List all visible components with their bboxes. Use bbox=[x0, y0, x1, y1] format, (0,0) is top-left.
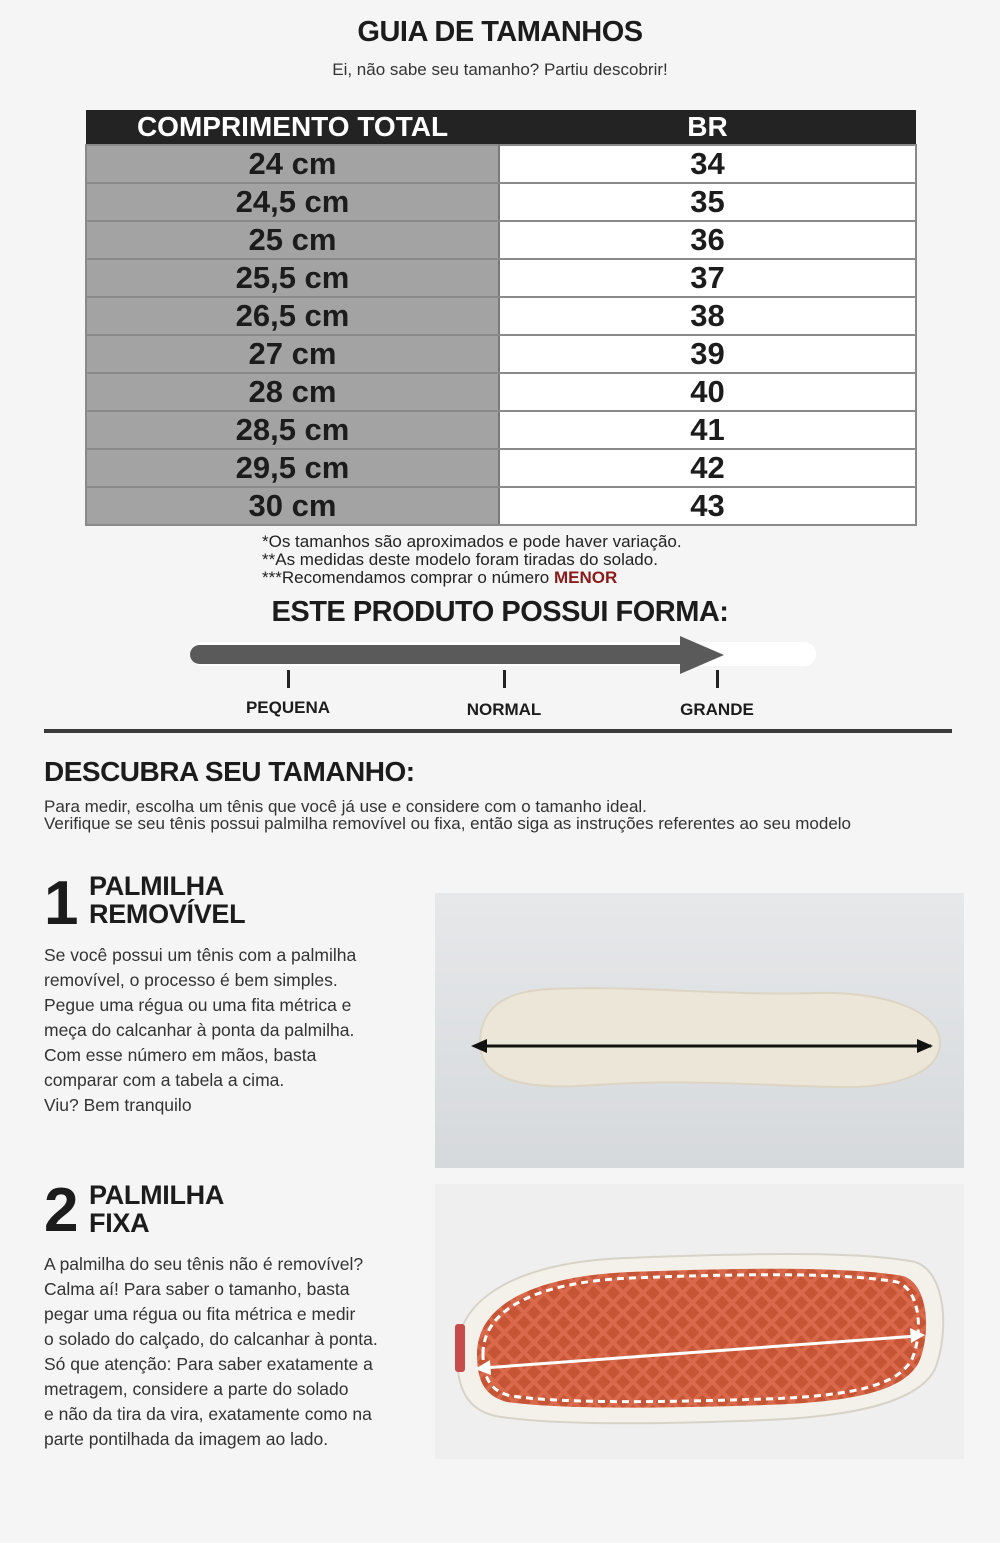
br-size-cell: 36 bbox=[499, 221, 916, 259]
shape-title: ESTE PRODUTO POSSUI FORMA: bbox=[271, 596, 729, 628]
table-row bbox=[86, 487, 916, 525]
step-1-text bbox=[44, 943, 429, 1118]
length-cell: 25,5 cm bbox=[86, 259, 499, 297]
step-1-number: 1 bbox=[44, 869, 79, 938]
length-cell: 28 cm bbox=[86, 373, 499, 411]
waffle-tread bbox=[477, 1269, 926, 1408]
br-size-cell: 42 bbox=[499, 449, 916, 487]
br-size-cell: 43 bbox=[499, 487, 916, 525]
page-subtitle: Ei, não sabe seu tamanho? Partiu descobrir! bbox=[332, 60, 668, 79]
length-cell: 30 cm bbox=[86, 487, 499, 525]
br-size-cell: 41 bbox=[499, 411, 916, 449]
step-1-text-line: Pegue uma régua ou uma fita métrica e bbox=[44, 995, 352, 1015]
step-1-text-line: meça do calcanhar à ponta da palmilha. bbox=[44, 1020, 355, 1040]
insole-shape bbox=[480, 988, 940, 1087]
scale-tick-pequena bbox=[287, 670, 290, 688]
length-cell: 29,5 cm bbox=[86, 449, 499, 487]
step-2-title-line-1: PALMILHA bbox=[89, 1180, 225, 1210]
table-row bbox=[86, 449, 916, 487]
length-cell: 25 cm bbox=[86, 221, 499, 259]
discover-title: DESCUBRA SEU TAMANHO: bbox=[44, 756, 415, 787]
step-1-title-line-2: REMOVÍVEL bbox=[89, 899, 246, 929]
br-size-cell: 34 bbox=[499, 145, 916, 183]
br-size-cell: 35 bbox=[499, 183, 916, 221]
insole-illustration bbox=[435, 893, 964, 1168]
column-header-br: BR bbox=[499, 110, 916, 145]
length-cell: 26,5 cm bbox=[86, 297, 499, 335]
step-1-title-line-1: PALMILHA bbox=[89, 871, 225, 901]
table-row bbox=[86, 259, 916, 297]
step-2-text-line: Só que atenção: Para saber exatamente a bbox=[44, 1354, 373, 1374]
arrow-right-icon bbox=[680, 636, 724, 674]
table-header-row bbox=[86, 110, 916, 145]
table-row bbox=[86, 183, 916, 221]
discover-intro-line-2: Verifique se seu tênis possui palmilha removível ou fixa, então siga as instruções referentes ao seu modelo bbox=[44, 814, 852, 833]
sole-photo bbox=[435, 1184, 964, 1459]
table-row bbox=[86, 373, 916, 411]
br-size-cell: 40 bbox=[499, 373, 916, 411]
size-notes bbox=[262, 533, 682, 587]
scale-label-pequena: PEQUENA bbox=[245, 698, 331, 717]
section-divider bbox=[44, 729, 952, 733]
note-recommendation-highlight: MENOR bbox=[553, 568, 618, 587]
table-row bbox=[86, 297, 916, 335]
step-1-text-line: Se você possui um tênis com a palmilha bbox=[44, 945, 357, 965]
size-table bbox=[85, 110, 917, 526]
br-size-cell: 37 bbox=[499, 259, 916, 297]
step-2-text-line: o solado do calçado, do calcanhar à ponta. bbox=[44, 1329, 378, 1349]
step-1-text-line: Viu? Bem tranquilo bbox=[44, 1095, 192, 1115]
step-1-text-line: Com esse número em mãos, basta bbox=[44, 1045, 317, 1065]
note-approximate: *Os tamanhos são aproximados e pode haver variação. bbox=[262, 532, 682, 551]
table-row bbox=[86, 221, 916, 259]
scale-label-grande: GRANDE bbox=[680, 700, 754, 719]
step-1-text-line: comparar com a tabela a cima. bbox=[44, 1070, 285, 1090]
scale-tick-grande bbox=[716, 670, 719, 688]
step-2-text-line: e não da tira da vira, exatamente como na bbox=[44, 1404, 372, 1424]
sole-illustration bbox=[435, 1184, 964, 1459]
note-measured-from-sole: **As medidas deste modelo foram tiradas do solado. bbox=[262, 550, 658, 569]
discover-intro-line-1: Para medir, escolha um tênis que você já use e considere com o tamanho ideal. bbox=[44, 797, 647, 816]
table-row bbox=[86, 335, 916, 373]
length-cell: 27 cm bbox=[86, 335, 499, 373]
note-recommendation-text: ***Recomendamos comprar o número bbox=[262, 568, 550, 587]
step-2-number: 2 bbox=[44, 1176, 79, 1245]
step-1-text-line: removível, o processo é bem simples. bbox=[44, 970, 338, 990]
length-cell: 24 cm bbox=[86, 145, 499, 183]
insole-photo bbox=[435, 893, 964, 1168]
note-recommendation bbox=[262, 569, 682, 587]
br-size-cell: 38 bbox=[499, 297, 916, 335]
br-size-cell: 39 bbox=[499, 335, 916, 373]
scale-label-normal: NORMAL bbox=[466, 700, 542, 719]
step-2-text-line: A palmilha do seu tênis não é removível? bbox=[44, 1254, 364, 1274]
scale-tick-normal bbox=[503, 670, 506, 688]
page-title: GUIA DE TAMANHOS bbox=[357, 16, 643, 48]
step-2-title-line-2: FIXA bbox=[89, 1208, 150, 1238]
step-2-text-line: metragem, considere a parte do solado bbox=[44, 1379, 349, 1399]
table-row bbox=[86, 411, 916, 449]
length-cell: 28,5 cm bbox=[86, 411, 499, 449]
heel-tab bbox=[455, 1324, 465, 1372]
step-2-text-line: parte pontilhada da imagem ao lado. bbox=[44, 1429, 329, 1449]
step-2-text-line: Calma aí! Para saber o tamanho, basta bbox=[44, 1279, 350, 1299]
table-row bbox=[86, 145, 916, 183]
step-2-text-line: pegar uma régua ou fita métrica e medir bbox=[44, 1304, 356, 1324]
column-header-length: COMPRIMENTO TOTAL bbox=[86, 110, 499, 145]
shape-scale-fill bbox=[190, 645, 690, 664]
length-cell: 24,5 cm bbox=[86, 183, 499, 221]
step-2-text bbox=[44, 1252, 439, 1452]
